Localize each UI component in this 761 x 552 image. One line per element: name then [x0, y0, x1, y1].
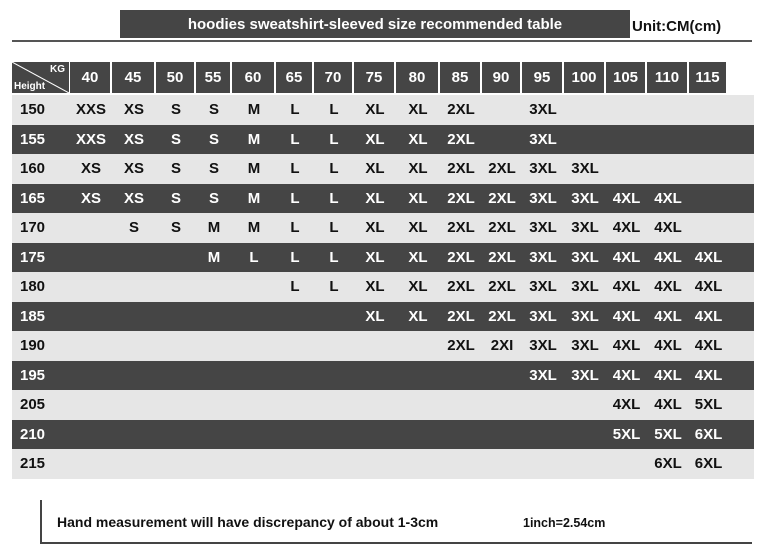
size-cell: XL: [408, 160, 428, 178]
weight-header-85: 85: [440, 62, 482, 93]
table-row: [12, 331, 754, 361]
height-axis-label: Height: [14, 81, 46, 92]
height-label: 205: [20, 396, 46, 414]
table-row: [12, 302, 754, 332]
size-cell: L: [329, 189, 339, 207]
table-row: [12, 95, 754, 125]
size-cell: 3XL: [529, 219, 557, 237]
weight-header-45: 45: [112, 62, 156, 93]
size-cell: XL: [408, 189, 428, 207]
size-cell: 2XL: [447, 101, 475, 119]
height-label: 210: [20, 425, 46, 443]
table-row: [12, 449, 754, 479]
size-cell: XL: [408, 307, 428, 325]
size-cell: 2XL: [447, 160, 475, 178]
size-cell: 4XL: [654, 366, 682, 384]
size-cell: L: [290, 101, 300, 119]
table-title: hoodies sweatshirt-sleeved size recommended table: [120, 10, 630, 38]
size-cell: 4XL: [612, 337, 641, 355]
weight-header-65: 65: [276, 62, 314, 93]
size-cell: L: [290, 248, 300, 266]
size-cell: 3XL: [571, 307, 599, 325]
weight-header-75: 75: [354, 62, 396, 93]
size-cell: M: [247, 101, 261, 119]
size-cell: XL: [365, 160, 385, 178]
size-cell: S: [170, 160, 181, 178]
weight-header-55: 55: [196, 62, 232, 93]
size-cell: 4XL: [612, 278, 641, 296]
size-cell: 4XL: [654, 396, 682, 414]
weight-header-60: 60: [232, 62, 276, 93]
height-label: 180: [20, 278, 46, 296]
size-cell: 3XL: [571, 278, 599, 296]
size-cell: XXS: [75, 101, 106, 119]
size-cell: 3XL: [529, 307, 557, 325]
size-cell: 4XL: [612, 307, 641, 325]
size-cell: 3XL: [571, 337, 599, 355]
weight-header-70: 70: [314, 62, 354, 93]
size-cell: XL: [365, 307, 385, 325]
size-cell: L: [329, 248, 339, 266]
size-cell: 4XL: [612, 189, 641, 207]
size-cell: 2XL: [488, 307, 516, 325]
size-cell: L: [329, 219, 339, 237]
size-cell: 2XI: [490, 337, 514, 355]
height-label: 175: [20, 248, 46, 266]
size-cell: S: [170, 189, 181, 207]
height-label: 185: [20, 307, 46, 325]
size-cell: 3XL: [529, 278, 557, 296]
size-cell: 4XL: [654, 278, 682, 296]
inch-conversion: 1inch=2.54cm: [523, 516, 606, 530]
size-cell: 3XL: [529, 101, 557, 119]
size-cell: 5XL: [612, 425, 641, 443]
size-cell: 3XL: [571, 219, 599, 237]
weight-header-80: 80: [396, 62, 440, 93]
size-cell: 4XL: [654, 189, 682, 207]
size-cell: S: [170, 130, 181, 148]
size-cell: 2XL: [488, 219, 516, 237]
measurement-note: Hand measurement will have discrepancy of about 1-3cm: [57, 514, 439, 530]
size-cell: 2XL: [447, 130, 475, 148]
size-cell: XL: [408, 278, 428, 296]
size-cell: M: [247, 160, 261, 178]
size-cell: 2XL: [488, 248, 516, 266]
size-cell: 4XL: [612, 396, 641, 414]
height-label: 165: [20, 189, 46, 207]
size-cell: 2XL: [488, 160, 516, 178]
top-divider: [12, 40, 752, 42]
size-cell: 4XL: [694, 366, 723, 384]
size-cell: L: [290, 219, 300, 237]
size-cell: S: [170, 219, 181, 237]
size-cell: S: [208, 101, 219, 119]
size-cell: XS: [123, 160, 144, 178]
size-cell: 2XL: [447, 337, 475, 355]
size-table: [12, 60, 754, 479]
corner-header-cell: [12, 62, 69, 93]
table-row: [12, 154, 754, 184]
size-cell: 4XL: [612, 248, 641, 266]
size-cell: 3XL: [571, 189, 599, 207]
size-cell: XL: [365, 248, 385, 266]
weight-header-105: 105: [606, 62, 647, 93]
unit-label: Unit:CM(cm): [632, 18, 722, 35]
height-label: 190: [20, 337, 46, 355]
table-row: [12, 361, 754, 391]
size-cell: XS: [80, 189, 101, 207]
size-cell: L: [329, 101, 339, 119]
table-row: [12, 272, 754, 302]
size-cell: 4XL: [612, 366, 641, 384]
size-cell: XL: [408, 130, 428, 148]
size-cell: XL: [365, 101, 385, 119]
size-cell: 3XL: [529, 337, 557, 355]
size-cell: XL: [408, 101, 428, 119]
height-label: 155: [20, 130, 46, 148]
size-cell: XL: [365, 189, 385, 207]
size-cell: 4XL: [694, 337, 723, 355]
weight-header-50: 50: [156, 62, 196, 93]
size-cell: 4XL: [654, 219, 682, 237]
weight-header-100: 100: [564, 62, 606, 93]
size-cell: XL: [408, 219, 428, 237]
size-cell: 5XL: [654, 425, 682, 443]
size-cell: L: [249, 248, 259, 266]
size-cell: S: [128, 219, 139, 237]
size-cell: XL: [365, 278, 385, 296]
size-cell: 4XL: [694, 248, 723, 266]
size-cell: 3XL: [571, 160, 599, 178]
size-cell: 2XL: [447, 219, 475, 237]
size-cell: 2XL: [488, 278, 516, 296]
weight-header-95: 95: [522, 62, 564, 93]
size-cell: 4XL: [654, 337, 682, 355]
size-cell: 6XL: [654, 455, 682, 473]
size-cell: 5XL: [694, 396, 723, 414]
size-cell: 6XL: [694, 425, 723, 443]
size-cell: L: [290, 130, 300, 148]
size-cell: XS: [80, 160, 101, 178]
size-cell: 3XL: [529, 248, 557, 266]
size-cell: M: [207, 219, 221, 237]
size-cell: 3XL: [571, 248, 599, 266]
size-cell: XL: [365, 130, 385, 148]
size-cell: L: [329, 278, 339, 296]
size-cell: S: [208, 160, 219, 178]
size-cell: S: [208, 189, 219, 207]
size-table-body: [12, 95, 754, 479]
size-cell: L: [290, 189, 300, 207]
table-row: [12, 243, 754, 273]
height-label: 160: [20, 160, 46, 178]
size-cell: L: [290, 160, 300, 178]
size-cell: 4XL: [654, 248, 682, 266]
size-cell: XL: [365, 219, 385, 237]
size-cell: S: [208, 130, 219, 148]
height-label: 195: [20, 366, 46, 384]
table-row: [12, 213, 754, 243]
size-cell: XS: [123, 189, 144, 207]
size-cell: S: [170, 101, 181, 119]
size-cell: 2XL: [447, 278, 475, 296]
weight-header-40: 40: [70, 62, 112, 93]
weight-header-115: 115: [689, 62, 728, 93]
size-cell: 2XL: [488, 189, 516, 207]
size-cell: 4XL: [612, 219, 641, 237]
size-cell: 4XL: [694, 278, 723, 296]
size-cell: M: [207, 248, 221, 266]
height-label: 150: [20, 101, 46, 119]
weight-header-90: 90: [482, 62, 522, 93]
footer-left-rule: [40, 500, 42, 544]
size-cell: M: [247, 130, 261, 148]
table-row: [12, 390, 754, 420]
size-cell: M: [247, 189, 261, 207]
size-cell: M: [247, 219, 261, 237]
size-cell: 2XL: [447, 248, 475, 266]
size-cell: XS: [123, 101, 144, 119]
size-cell: 2XL: [447, 307, 475, 325]
size-cell: L: [329, 160, 339, 178]
size-cell: 3XL: [529, 189, 557, 207]
table-row: [12, 125, 754, 155]
size-cell: 4XL: [654, 307, 682, 325]
size-cell: 3XL: [529, 160, 557, 178]
size-cell: 6XL: [694, 455, 723, 473]
size-cell: L: [290, 278, 300, 296]
table-row: [12, 184, 754, 214]
weight-header-row: [12, 60, 754, 95]
size-cell: 3XL: [529, 130, 557, 148]
size-cell: XL: [408, 248, 428, 266]
height-label: 170: [20, 219, 46, 237]
size-cell: 3XL: [571, 366, 599, 384]
size-cell: XXS: [75, 130, 106, 148]
size-cell: 2XL: [447, 189, 475, 207]
size-cell: 3XL: [529, 366, 557, 384]
footer-bottom-rule: [40, 542, 752, 544]
size-cell: XS: [123, 130, 144, 148]
size-cell: L: [329, 130, 339, 148]
table-row: [12, 420, 754, 450]
weight-header-110: 110: [647, 62, 689, 93]
kg-axis-label: KG: [50, 64, 65, 75]
size-cell: 4XL: [694, 307, 723, 325]
height-label: 215: [20, 455, 46, 473]
